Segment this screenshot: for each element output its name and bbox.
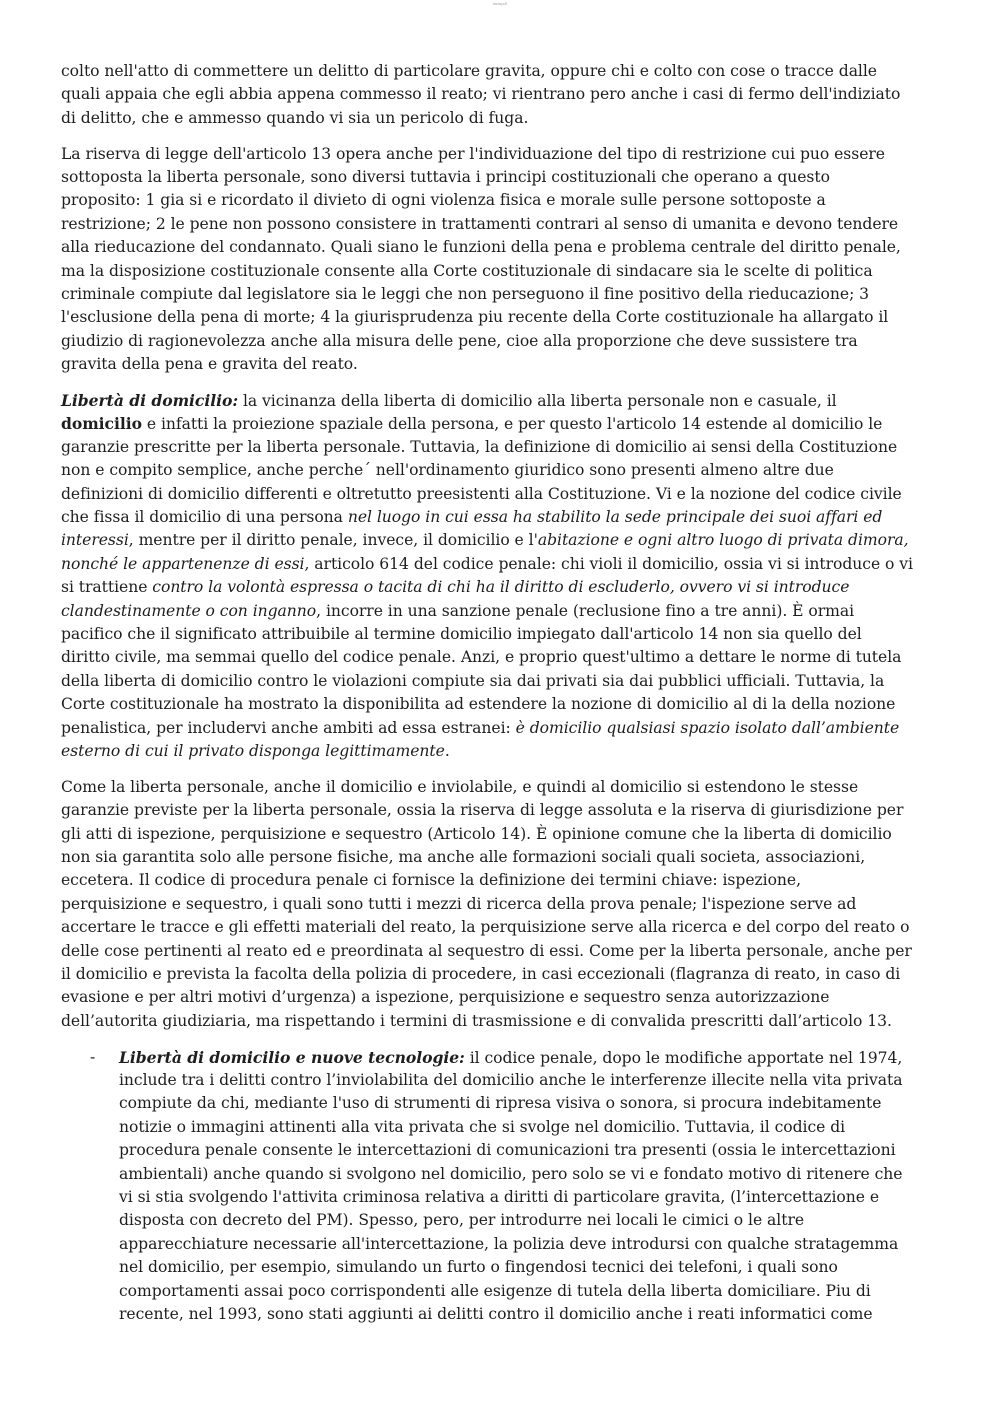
text-line [61, 740, 941, 763]
text-run: notizie o immagini attinenti alla vita privata che si svolge nel domicilio. Tuttavia, il codice di [119, 1117, 846, 1136]
text-line [61, 940, 941, 963]
italic-quote: abitazione e ogni altro luogo di privata dimora, [537, 531, 909, 550]
text-line [61, 623, 941, 646]
text-line [61, 986, 941, 1009]
text-run: , incorre in una sanzione penale (reclusione fino a tre anni). È ormai [316, 601, 855, 620]
text-line [61, 306, 941, 329]
text-line [61, 389, 941, 412]
text-run: apparecchiature necessarie all'intercettazione, la polizia deve introdursi con qualche stratagemma [119, 1234, 899, 1253]
text-run: definizioni di domicilio differenti e oltretutto preesistenti alla Costituzione. Vi e la nozione del codice civile [61, 484, 902, 503]
text-run: alla rieducazione del condannato. Quali siano le funzioni della pena e problema centrale del diritto penale, [61, 238, 901, 257]
text-run: ambientali) anche quando si svolgono nel domicilio, pero solo se vi e fondato motivo di ritenere che [119, 1164, 903, 1183]
text-line [61, 60, 941, 83]
text-line [61, 776, 941, 799]
text-run: e infatti la proiezione spaziale della persona, e per questo l'articolo 14 estende al domicilio le [141, 415, 883, 434]
text-run: vi si stia svolgendo l'attivita criminosa relativa a diritti di particolare gravita, (l’intercettazione e [119, 1187, 880, 1206]
text-run: l'esclusione della pena di morte; 4 la giurisprudenza piu recente della Corte costituzionale ha allargato il [61, 308, 889, 327]
text-line [119, 1303, 941, 1326]
italic-quote: clandestinamente o con inganno [61, 601, 317, 620]
text-run: recente, nel 1993, sono stati aggiunti ai delitti contro il domicilio anche i reati informatici come [119, 1304, 873, 1323]
text-line [61, 963, 941, 986]
paragraph [61, 60, 941, 130]
text-run: include tra i delitti contro l’inviolabilita del domicilio anche le interferenze illecite nella vita privata [119, 1071, 903, 1090]
page-header-text: ilovepdf [493, 1, 507, 6]
text-line [61, 506, 941, 529]
text-run: pacifico che il significato attribuibile al termine domicilio impiegato dall'articolo 14 non sia quello del [61, 624, 862, 643]
italic-quote: nonché le appartenenze di essi [61, 554, 305, 573]
text-run: giudizio di ragionevolezza anche alla misura delle pene, cioe alla proporzione che deve sussistere tra [61, 331, 858, 350]
text-line [61, 823, 941, 846]
text-line [61, 869, 941, 892]
text-run: procedura penale consente le intercettazioni di comunicazioni tra presenti (ossia le intercettazioni [119, 1141, 896, 1160]
text-line [119, 1092, 941, 1115]
text-run: non e compito semplice, anche perche´ nell'ordinamento giuridico sono presenti almeno altre due [61, 461, 834, 480]
document-body [61, 60, 941, 1326]
text-line [61, 83, 941, 106]
text-line [61, 353, 941, 376]
text-line [61, 893, 941, 916]
text-run: colto nell'atto di commettere un delitto di particolare gravita, oppure chi e colto con cose o tracce dalle [61, 62, 877, 80]
text-line [61, 483, 941, 506]
list-item [61, 1046, 941, 1327]
text-line [61, 143, 941, 166]
bold-term: domicilio [61, 414, 142, 434]
italic-quote: esterno di cui il privato disponga legittimamente [61, 741, 445, 760]
text-line [61, 576, 941, 599]
text-run: La riserva di legge dell'articolo 13 opera anche per l'individuazione del tipo di restrizione cui puo essere [61, 144, 885, 163]
text-run: perquisizione e sequestro, i quali sono tutti i mezzi di ricerca della prova penale; l'ispezione serve ad [61, 894, 857, 913]
list-bullet: - [90, 1047, 96, 1066]
text-line [61, 236, 941, 259]
text-line [61, 799, 941, 822]
text-run: proposito: 1 gia si e ricordato il divieto di ogni violenza fisica e morale sulle persone sottoposte a [61, 191, 826, 210]
text-run: restrizione; 2 le pene non possono consistere in trattamenti contrari al senso di umanita e devono tendere [61, 214, 899, 233]
text-line [119, 1256, 941, 1279]
text-run: quali appaia che egli abbia appena commesso il reato; vi rientrano pero anche i casi di fermo dell'indiziato [61, 85, 901, 104]
text-run: disposta con decreto del PM). Spesso, pero, per introdurre nei locali le cimici o le altre [119, 1211, 805, 1230]
bold-italic-heading: Libertà di domicilio e nuove tecnologie: [119, 1047, 465, 1067]
text-line [119, 1139, 941, 1162]
text-run: criminale compiute dal legislatore sia le leggi che non perseguono il fine positivo della rieducazione; 3 [61, 285, 870, 304]
text-line [61, 717, 941, 740]
text-run: di delitto, che e ammesso quando vi sia un pericolo di fuga. [61, 108, 529, 127]
paragraph [61, 143, 941, 377]
text-line [61, 107, 941, 130]
text-line [61, 283, 941, 306]
text-run: nel domicilio, per esempio, simulando un furto o fingendosi tecnici dei telefoni, i quali sono [119, 1258, 838, 1277]
text-line [61, 600, 941, 623]
text-run: garanzie previste per la liberta personale, ossia la riserva di legge assoluta e la riserva di giurisdizione per [61, 801, 904, 820]
text-line [61, 529, 941, 552]
text-line [61, 412, 941, 435]
text-run: eccetera. Il codice di procedura penale ci fornisce la definizione dei termini chiave: ispezione, [61, 871, 802, 890]
text-line [119, 1209, 941, 1232]
text-run: Come la liberta personale, anche il domicilio e inviolabile, e quindi al domicilio si estendono le stesse [61, 777, 859, 796]
text-line [61, 670, 941, 693]
text-line [119, 1186, 941, 1209]
text-line [61, 189, 941, 212]
text-run: evasione e per altri motivi d’urgenza) a ispezione, perquisizione e sequestro senza autorizzazione [61, 988, 830, 1007]
text-line [61, 459, 941, 482]
text-line [119, 1069, 941, 1092]
text-line [61, 553, 941, 576]
text-run: , mentre per il diritto penale, invece, il domicilio e l' [128, 531, 538, 550]
text-run: il domicilio e prevista la facolta della polizia di procedere, in casi eccezionali (flagranza di reato, in caso di [61, 964, 901, 983]
italic-quote: contro la volontà espressa o tacita di chi ha il diritto di escluderlo, ovvero vi si introduce [152, 578, 850, 597]
text-line [61, 166, 941, 189]
text-run: ma la disposizione costituzionale consente alla Corte costituzionale di sindacare sia le scelte di politica [61, 261, 873, 280]
text-run: comportamenti assai poco corrispondenti alle esigenze di tutela della liberta domiciliare. Piu di [119, 1281, 871, 1300]
text-line [61, 330, 941, 353]
text-line [61, 260, 941, 283]
text-line [61, 646, 941, 669]
text-run: gli atti di ispezione, perquisizione e sequestro (Articolo 14). È opinione comune che la liberta di domicilio [61, 824, 892, 843]
text-line [61, 436, 941, 459]
text-run: . [444, 741, 450, 760]
text-run: garanzie prescritte per la liberta personale. Tuttavia, la definizione di domicilio ai sensi della Costituzione [61, 437, 898, 456]
text-run: non sia garantita solo alle persone fisiche, ma anche alle formazioni sociali quali societa, associazioni, [61, 848, 866, 866]
text-run: diritto civile, ma semmai quello del codice penale. Anzi, e proprio quest'ultimo a dettare le norme di tutela [61, 648, 902, 667]
text-run: gravita della pena e gravita del reato. [61, 355, 358, 374]
text-run: il codice penale, dopo le modifiche apportate nel 1974, [464, 1048, 903, 1067]
text-run: della liberta di domicilio contro le violazioni compiute sia dai privati sia dai pubblici ufficiali. Tuttavia, la [61, 671, 885, 690]
italic-quote: è domicilio qualsiasi spazio isolato dall’ambiente [515, 718, 900, 737]
text-run: delle cose pertinenti al reato ed e preordinata al sequestro di essi. Come per la liberta personale, anche per [61, 941, 912, 960]
text-run: accertare le tracce e gli effetti materiali del reato, la perquisizione serve alla ricerca e del corpo del reato o [61, 918, 910, 937]
text-run: la vicinanza della liberta di domicilio alla liberta personale non e casuale, il [238, 392, 837, 411]
paragraph [61, 776, 941, 1033]
paragraph [61, 389, 941, 763]
text-line [119, 1116, 941, 1139]
text-run: sottoposta la liberta personale, sono diversi tuttavia i principi costituzionali che operano a questo [61, 168, 830, 187]
text-run: che fissa il domicilio di una persona [61, 508, 348, 527]
text-line [119, 1163, 941, 1186]
text-run: compiute da chi, mediante l'uso di strumenti di ripresa visiva o sonora, si procura indebitamente [119, 1094, 882, 1113]
italic-quote: interessi [61, 531, 129, 550]
text-run: , articolo 614 del codice penale: chi violi il domicilio, ossia vi si introduce o vi [304, 554, 913, 573]
text-run: Corte costituzionale ha mostrato la disponibilita ad estendere la nozione di domicilio al di la della nozione [61, 695, 896, 714]
text-line [61, 916, 941, 939]
text-line [61, 1010, 941, 1033]
bold-italic-heading: Libertà di domicilio: [61, 391, 239, 411]
text-run: penalistica, per includervi anche ambiti ad essa estranei: [61, 718, 516, 737]
text-run: dell’autorita giudiziaria, ma rispettando i termini di trasmissione e di convalida prescritti dall’articolo 13. [61, 1011, 892, 1030]
text-line [61, 213, 941, 236]
text-line [119, 1280, 941, 1303]
text-line [119, 1046, 941, 1069]
text-line [61, 693, 941, 716]
italic-quote: nel luogo in cui essa ha stabilito la sede principale dei suoi affari ed [347, 508, 883, 527]
text-run: si trattiene [61, 578, 153, 597]
text-line [119, 1233, 941, 1256]
text-line [61, 846, 941, 869]
